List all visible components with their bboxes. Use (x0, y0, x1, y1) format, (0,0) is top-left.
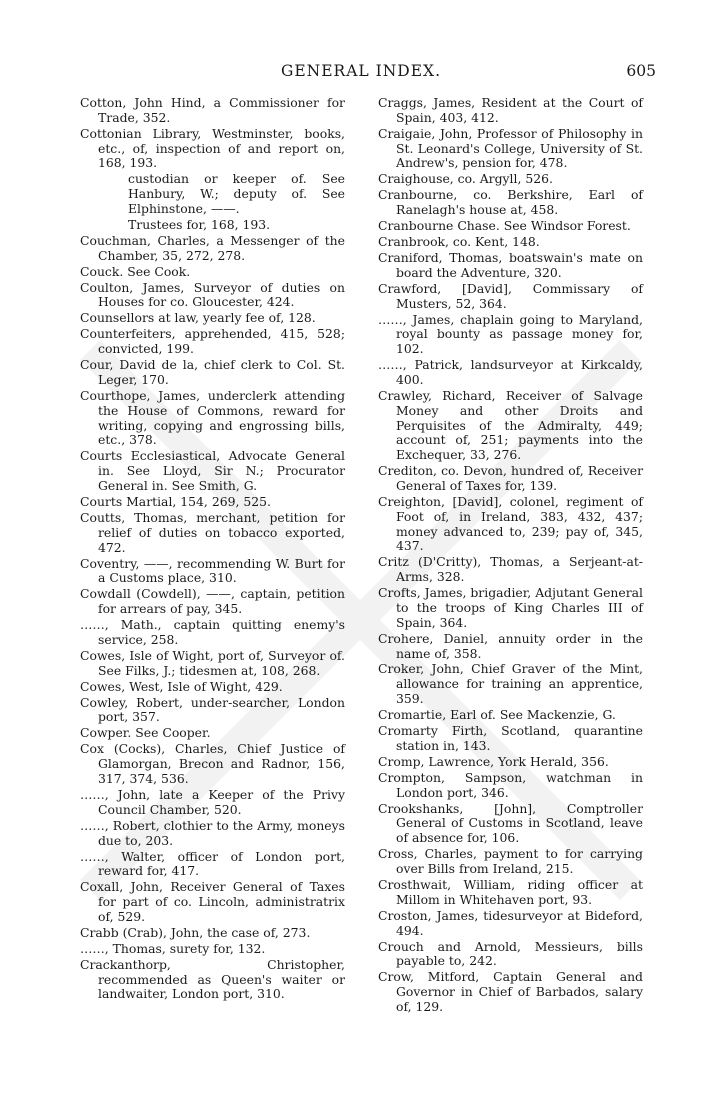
index-entry: Crawley, Richard, Receiver of Salvage Money and other Droits and Perquisites of the Admiralty, 449; account of, 251; payments into the Exchequer, 33, 276. (378, 388, 643, 463)
index-entry: Coulton, James, Surveyor of duties on Houses for co. Gloucester, 424. (80, 279, 345, 310)
index-entry: Couchman, Charles, a Messenger of the Chamber, 35, 272, 278. (80, 232, 345, 263)
index-column-left (80, 96, 345, 1003)
page-header (0, 60, 722, 90)
index-entry: Counsellors at law, yearly fee of, 128. (80, 310, 316, 326)
index-entry: Cowes, West, Isle of Wight, 429. (80, 678, 283, 694)
index-entry: Cromp, Lawrence, York Herald, 356. (378, 753, 609, 769)
index-entry: ……, John, late a Keeper of the Privy Council Chamber, 520. (80, 786, 345, 817)
index-entry: Crohere, Daniel, annuity order in the name of, 358. (378, 630, 643, 661)
index-entry: Cowper. See Cooper. (80, 725, 211, 741)
index-entry: Croston, James, tidesurveyor at Bideford, 494. (378, 907, 643, 938)
index-entry: Cowes, Isle of Wight, port of, Surveyor of. See Filks, J.; tidesmen at, 108, 268. (80, 647, 345, 678)
index-entry: Creighton, [David], colonel, regiment of Foot of, in Ireland, 383, 432, 437; money advanced to, 239; pay of, 345, 437. (378, 493, 643, 554)
index-entry: Cottonian Library, Westminster, books, etc., of, inspection of and report on, 168, 193. (80, 125, 345, 171)
index-entry: Crookshanks, [John], Comptroller General of Customs in Scotland, leave of absence for, 106. (378, 800, 643, 846)
index-entry: Critz (D'Critty), Thomas, a Serjeant-at-Arms, 328. (378, 554, 643, 585)
index-entry: Courthope, James, underclerk attending the House of Commons, reward for writing, copying and engrossing bills, etc., 378. (80, 388, 345, 448)
index-column-right (378, 96, 643, 1016)
index-entry: Craggs, James, Resident at the Court of Spain, 403, 412. (378, 95, 643, 125)
index-entry: Cowley, Robert, under-searcher, London port, 357. (80, 694, 345, 725)
index-entry: Cranbourne Chase. See Windsor Forest. (378, 218, 631, 234)
index-entry: Counterfeiters, apprehended, 415, 528; convicted, 199. (80, 326, 345, 357)
index-entry: Crosthwait, William, riding officer at Millom in Whitehaven port, 93. (378, 876, 643, 907)
index-entry: Courts Martial, 154, 269, 525. (80, 493, 271, 509)
index-entry: Cour, David de la, chief clerk to Col. St. Leger, 170. (80, 357, 345, 388)
index-entry: Crow, Mitford, Captain General and Governor in Chief of Barbados, salary of, 129. (378, 969, 643, 1014)
index-entry: Crouch and Arnold, Messieurs, bills payable to, 242. (378, 938, 643, 969)
index-entry: Trustees for, 168, 193. (128, 216, 271, 232)
page-title: GENERAL INDEX. (280, 62, 442, 80)
index-entry: Croker, John, Chief Graver of the Mint, allowance for training an apprentice, 359. (378, 661, 643, 707)
index-entry: Crofts, James, brigadier, Adjutant General to the troops of King Charles III of Spain, 364. (378, 585, 643, 630)
index-entry: Couck. See Cook. (80, 263, 191, 279)
index-entry: Crackanthorp, Christopher, recommended as Queen's waiter or landwaiter, London port, 310. (80, 956, 345, 1002)
index-entry: ……, Walter, officer of London port, reward for, 417. (80, 848, 345, 879)
index-entry: Cross, Charles, payment to for carrying over Bills from Ireland, 215. (378, 846, 643, 876)
index-entry: Craniford, Thomas, boatswain's mate on board the Adventure, 320. (378, 250, 643, 280)
index-entry: Craighouse, co. Argyll, 526. (378, 171, 553, 187)
index-entry: Cromartie, Earl of. See Mackenzie, G. (378, 707, 616, 723)
index-entry: Crabb (Crab), John, the case of, 273. (80, 924, 311, 940)
index-entry: Crompton, Sampson, watchman in London port, 346. (378, 769, 643, 800)
index-entry: Coutts, Thomas, merchant, petition for relief of duties on tobacco exported, 472. (80, 509, 345, 555)
index-entry: Cromarty Firth, Scotland, quarantine station in, 143. (378, 723, 643, 753)
index-entry: Craigaie, John, Professor of Philosophy in St. Leonard's College, University of St. Andrew's, pension for, 478. (378, 125, 643, 171)
index-entry: Coxall, John, Receiver General of Taxes for part of co. Lincoln, administratrix of, 529. (80, 879, 345, 924)
index-entry: custodian or keeper of. See Hanbury, W.; deputy of. See Elphinstone, ——. (128, 171, 345, 216)
index-entry: Courts Ecclesiastical, Advocate General in. See Lloyd, Sir N.; Procurator General in. See Smith, G. (80, 448, 345, 493)
index-entry: Cowdall (Cowdell), ——, captain, petition for arrears of pay, 345. (80, 586, 345, 617)
index-entry: Crawford, [David], Commissary of Musters, 52, 364. (378, 280, 643, 311)
index-entry: ……, Patrick, landsurveyor at Kirkcaldy, 400. (378, 357, 643, 388)
index-entry: ……, Math., captain quitting enemy's service, 258. (80, 617, 345, 647)
index-entry: Cranbourne, co. Berkshire, Earl of Ranelagh's house at, 458. (378, 187, 643, 218)
index-entry: Coventry, ——, recommending W. Burt for a Customs place, 310. (80, 555, 345, 586)
index-entry: Cotton, John Hind, a Commissioner for Trade, 352. (80, 95, 345, 125)
page-number: 605 (626, 62, 656, 80)
index-entry: Cranbrook, co. Kent, 148. (378, 234, 540, 250)
index-entry: Crediton, co. Devon, hundred of, Receiver General of Taxes for, 139. (378, 463, 643, 493)
index-entry: ……, Robert, clothier to the Army, moneys due to, 203. (80, 817, 345, 848)
index-entry: ……, James, chaplain going to Maryland, royal bounty as passage money for, 102. (378, 311, 643, 357)
index-entry: Cox (Cocks), Charles, Chief Justice of Glamorgan, Brecon and Radnor, 156, 317, 374, 536. (80, 741, 345, 786)
index-entry: ……, Thomas, surety for, 132. (80, 940, 266, 956)
